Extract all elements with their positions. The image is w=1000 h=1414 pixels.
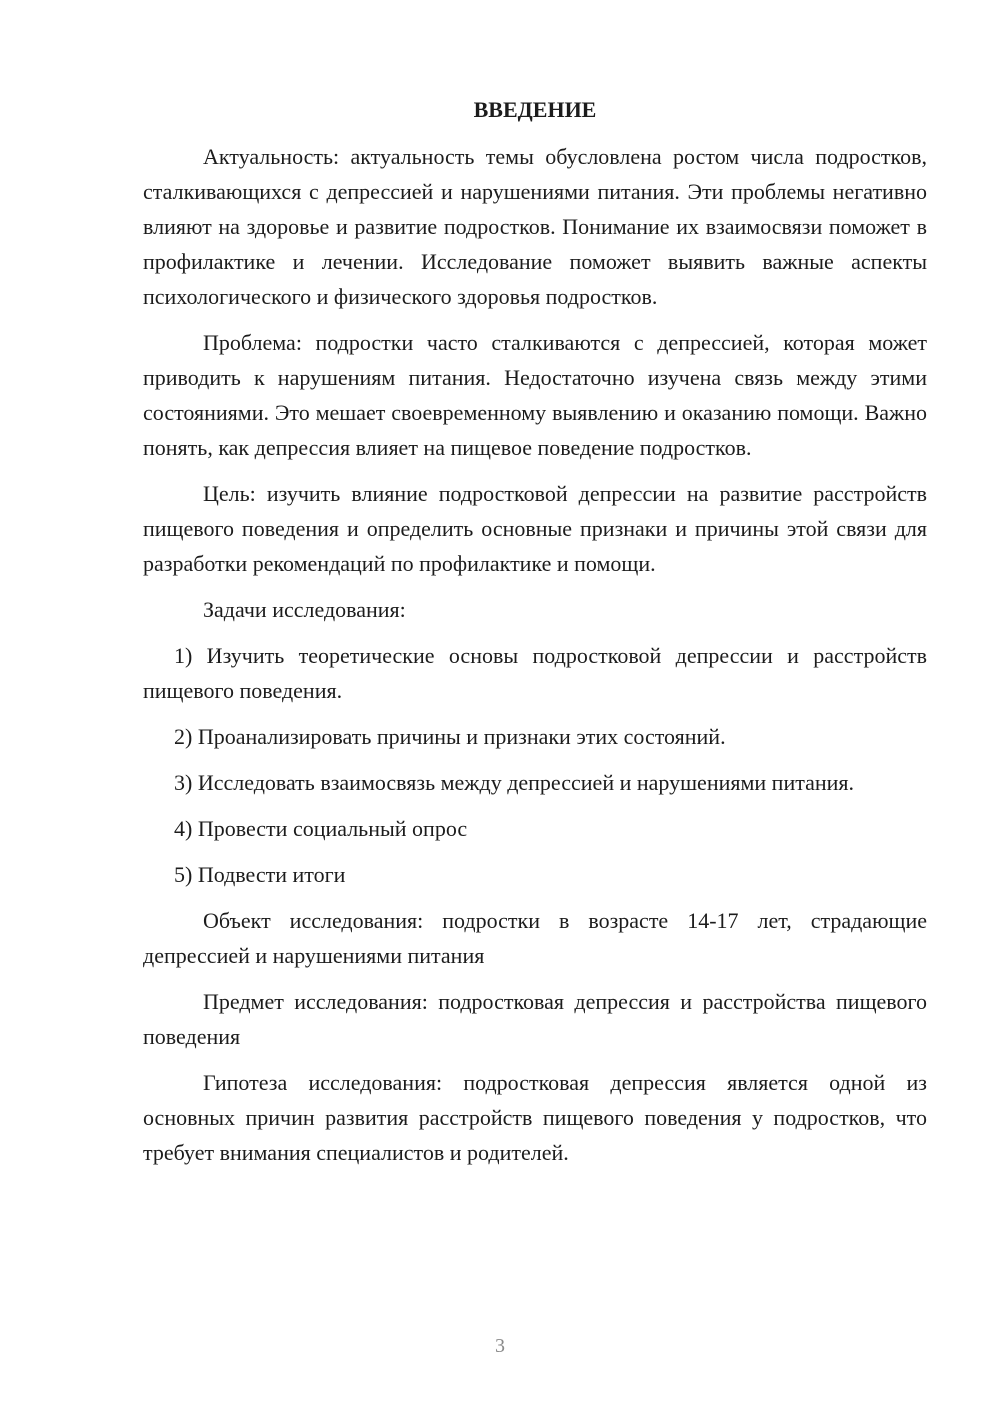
task-item-2: 2) Проанализировать причины и признаки этих состояний. [174,724,726,749]
paragraph-goal: Цель: изучить влияние подростковой депрессии на развитие расстройств пищевого поведения и определить основные признаки и причины этой связи для разработки рекомендаций по профилактике и помощи. [143,481,927,576]
paragraph-subject: Предмет исследования: подростковая депрессия и расстройства пищевого поведения [143,989,927,1049]
task-item-3: 3) Исследовать взаимосвязь между депрессией и нарушениями питания. [174,770,855,795]
paragraph-object: Объект исследования: подростки в возрасте 14-17 лет, страдающие депрессией и нарушениями питания [143,908,927,968]
tasks-title: Задачи исследования: [203,597,406,622]
page-number: 3 [495,1335,505,1357]
section-heading: ВВЕДЕНИЕ [473,97,597,122]
paragraph-problem: Проблема: подростки часто сталкиваются с депрессией, которая может приводить к нарушениям питания. Недостаточно изучена связь между этими состояниями. Это мешает своевременному выявлению и оказанию помощи. Важно понять, как депрессия влияет на пищевое поведение подростков. [143,330,927,460]
paragraph-relevance: Актуальность: актуальность темы обусловлена ростом числа подростков, сталкивающихся с депрессией и нарушениями питания. Эти проблемы негативно влияют на здоровье и развитие подростков. Понимание их взаимосвязи поможет в профилактике и лечении. Исследование поможет выявить важные аспекты психологического и физического здоровья подростков. [143,144,927,309]
task-item-5: 5) Подвести итоги [174,862,346,887]
task-item-1: 1) Изучить теоретические основы подростковой депрессии и расстройств пищевого поведения. [143,643,927,703]
task-item-4: 4) Провести социальный опрос [174,816,468,841]
paragraph-hypothesis: Гипотеза исследования: подростковая депрессия является одной из основных причин развития расстройств пищевого поведения у подростков, что требует внимания специалистов и родителей. [143,1070,927,1165]
page-content [143,95,927,1181]
